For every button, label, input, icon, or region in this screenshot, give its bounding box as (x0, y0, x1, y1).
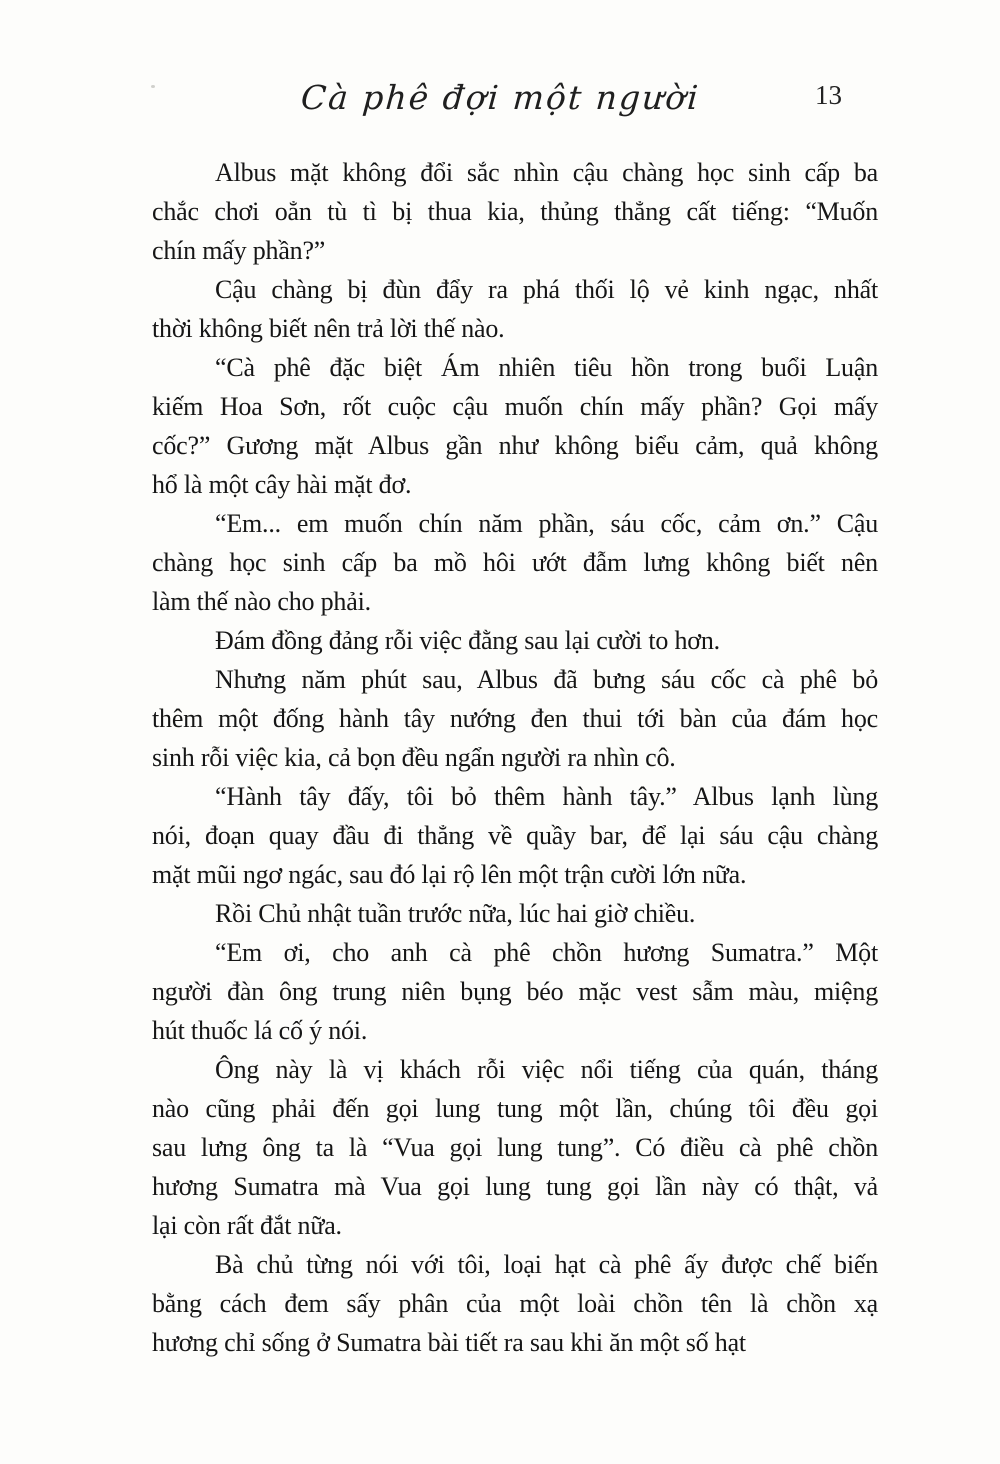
text-line: mặt mũi ngơ ngác, sau đó lại rộ lên một trận cười lớn nữa. (152, 860, 747, 889)
page-header (0, 78, 1000, 134)
text-line: nói, đoạn quay đầu đi thẳng về quầy bar, để lại sáu cậu chàng (152, 821, 878, 850)
text-line: “Em ơi, cho anh cà phê chồn hương Sumatra.” Một (215, 938, 878, 967)
text-line: nào cũng phải đến gọi lung tung một lần, chúng tôi đều gọi (152, 1094, 878, 1123)
text-line: thêm một đống hành tây nướng đen thui tới bàn của đám học (152, 704, 878, 733)
text-line: sinh rỗi việc kia, cả bọn đều ngẩn người ra nhìn cô. (152, 743, 676, 772)
text-line: Nhưng năm phút sau, Albus đã bưng sáu cốc cà phê bỏ (215, 665, 878, 694)
text-line: sau lưng ông ta là “Vua gọi lung tung”. Có điều cà phê chồn (152, 1133, 878, 1162)
scan-speck (857, 1300, 860, 1302)
text-line: Rồi Chủ nhật tuần trước nữa, lúc hai giờ chiều. (215, 899, 696, 928)
text-line: cốc?” Gương mặt Albus gần như không biểu cảm, quả không (152, 431, 878, 460)
text-line: Albus mặt không đổi sắc nhìn cậu chàng học sinh cấp ba (215, 158, 878, 187)
body-text (152, 153, 878, 1362)
page-number: 13 (815, 80, 842, 110)
text-line: hương Sumatra mà Vua gọi lung tung gọi lần này có thật, vả (152, 1172, 878, 1201)
text-line: Bà chủ từng nói với tôi, loại hạt cà phê ấy được chế biến (215, 1250, 878, 1279)
text-line: chàng học sinh cấp ba mồ hôi ướt đẫm lưng không biết nên (152, 548, 878, 577)
text-line: “Hành tây đấy, tôi bỏ thêm hành tây.” Albus lạnh lùng (215, 782, 878, 811)
text-line: bằng cách đem sấy phân của một loài chồn tên là chồn xạ (152, 1289, 878, 1318)
text-line: “Cà phê đặc biệt Ám nhiên tiêu hồn trong buổi Luận (215, 353, 878, 382)
text-line: hút thuốc lá cố ý nói. (152, 1016, 368, 1045)
text-line: người đàn ông trung niên bụng béo mặc vest sẫm màu, miệng (152, 977, 878, 1006)
text-line: hổ là một cây hài mặt đơ. (152, 470, 412, 499)
scan-speck (598, 1302, 601, 1305)
text-line: chín mấy phần?” (152, 236, 326, 265)
running-title: Cà phê đợi một người (299, 78, 701, 117)
text-line: lại còn rất đắt nữa. (152, 1211, 342, 1240)
text-line: làm thế nào cho phải. (152, 587, 371, 616)
scan-speck (151, 85, 155, 88)
text-line: kiếm Hoa Sơn, rốt cuộc cậu muốn chín mấy phần? Gọi mấy (152, 392, 878, 421)
text-line: Cậu chàng bị đùn đẩy ra phá thối lộ vẻ kinh ngạc, nhất (215, 275, 878, 304)
text-line: Đám đồng đảng rỗi việc đằng sau lại cười to hơn. (215, 626, 720, 655)
text-line: hương chỉ sống ở Sumatra bài tiết ra sau khi ăn một số hạt (152, 1328, 746, 1357)
text-line: chắc chơi oẳn tù tì bị thua kia, thủng thẳng cất tiếng: “Muốn (152, 197, 878, 226)
text-line: “Em... em muốn chín năm phần, sáu cốc, cảm ơn.” Cậu (215, 509, 878, 538)
text-line: Ông này là vị khách rỗi việc nổi tiếng của quán, tháng (215, 1055, 878, 1084)
text-line: thời không biết nên trả lời thế nào. (152, 314, 505, 343)
